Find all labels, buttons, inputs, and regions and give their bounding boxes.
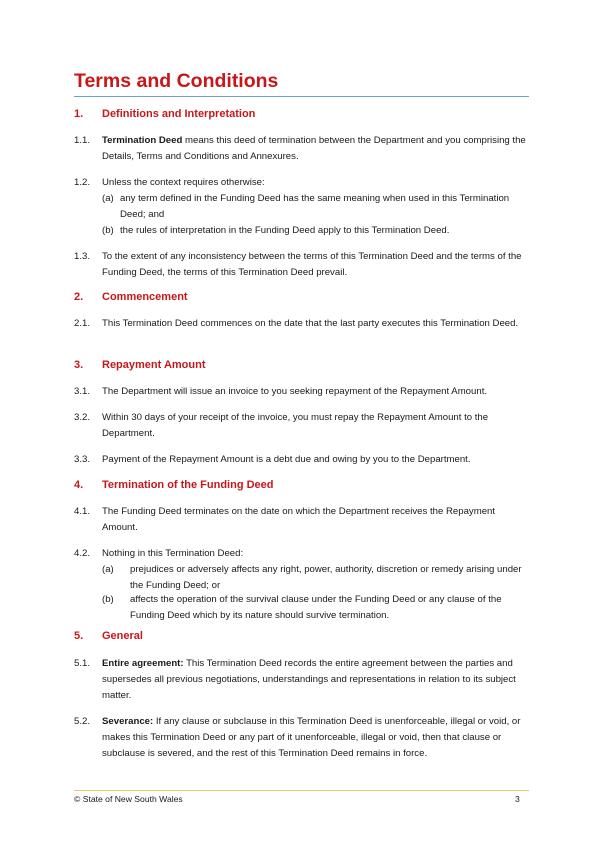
subclause-4-2-b bbox=[102, 592, 528, 624]
clause-2-1 bbox=[74, 316, 530, 332]
subclause-4-2-a bbox=[102, 562, 528, 594]
clause-number: 5.1. bbox=[74, 658, 91, 669]
footer-copyright: © State of New South Wales bbox=[74, 794, 183, 804]
subclause-number: (a) bbox=[102, 564, 114, 575]
clause-text: Unless the context requires otherwise: bbox=[102, 177, 265, 188]
clause-text: The Funding Deed terminates on the date on which the Department receives the Repayment Amount. bbox=[102, 506, 496, 533]
subclause-1-2-a bbox=[102, 191, 522, 223]
subclause-text: affects the operation of the survival clause under the Funding Deed or any clause of the Funding Deed which by its nature should survive termination. bbox=[130, 594, 502, 621]
subclause-text: prejudices or adversely affects any right, power, authority, discretion or remedy arising under the Funding Deed; or bbox=[130, 564, 522, 591]
clause-text: Payment of the Repayment Amount is a debt due and owing by you to the Department. bbox=[102, 454, 471, 465]
clause-text: The Department will issue an invoice to you seeking repayment of the Repayment Amount. bbox=[102, 386, 488, 397]
section-number: 3. bbox=[74, 359, 84, 371]
clause-number: 4.2. bbox=[74, 548, 91, 559]
subclause-number: (b) bbox=[102, 594, 114, 605]
clause-text: If any clause or subclause in this Termination Deed is unenforceable, illegal or void, or makes this Termination Deed or any part of it unenforceable, illegal or void, then that clause or subclause is severed, and the rest of this Termination Deed remains in force. bbox=[102, 716, 521, 759]
clause-4-2 bbox=[74, 546, 530, 562]
section-title: Definitions and Interpretation bbox=[102, 108, 256, 120]
clause-text: Within 30 days of your receipt of the invoice, you must repay the Repayment Amount to the Department. bbox=[102, 412, 489, 439]
defined-term: Termination Deed bbox=[102, 135, 183, 146]
subclause-1-2-b bbox=[102, 223, 522, 239]
page-title: Terms and Conditions bbox=[74, 70, 279, 92]
section-number: 4. bbox=[74, 479, 84, 491]
section-number: 2. bbox=[74, 291, 84, 303]
clause-number: 2.1. bbox=[74, 318, 91, 329]
clause-1-2 bbox=[74, 175, 530, 191]
section-title: Commencement bbox=[102, 291, 188, 303]
subclause-number: (a) bbox=[102, 193, 114, 204]
section-title: General bbox=[102, 630, 143, 642]
clause-5-2 bbox=[74, 714, 530, 762]
clause-number: 5.2. bbox=[74, 716, 91, 727]
clause-lead-in: Entire agreement: bbox=[102, 658, 184, 669]
clause-number: 3.1. bbox=[74, 386, 91, 397]
section-number: 1. bbox=[74, 108, 84, 120]
subclause-text: any term defined in the Funding Deed has the same meaning when used in this Termination Deed; and bbox=[120, 193, 510, 220]
clause-number: 3.3. bbox=[74, 454, 91, 465]
clause-1-1 bbox=[74, 133, 530, 165]
clause-lead-in: Severance: bbox=[102, 716, 154, 727]
clause-number: 3.2. bbox=[74, 412, 91, 423]
section-title: Termination of the Funding Deed bbox=[102, 479, 274, 491]
footer-rule bbox=[74, 790, 529, 791]
clause-number: 1.3. bbox=[74, 251, 91, 262]
clause-number: 4.1. bbox=[74, 506, 91, 517]
clause-text: Nothing in this Termination Deed: bbox=[102, 548, 244, 559]
clause-number: 1.1. bbox=[74, 135, 91, 146]
clause-3-2 bbox=[74, 410, 530, 442]
clause-5-1 bbox=[74, 656, 530, 704]
clause-1-3 bbox=[74, 249, 530, 281]
title-rule bbox=[74, 96, 529, 97]
subclause-number: (b) bbox=[102, 225, 114, 236]
clause-number: 1.2. bbox=[74, 177, 91, 188]
clause-text: This Termination Deed commences on the date that the last party executes this Termination Deed. bbox=[102, 318, 519, 329]
section-title: Repayment Amount bbox=[102, 359, 206, 371]
subclause-text: the rules of interpretation in the Funding Deed apply to this Termination Deed. bbox=[120, 225, 450, 236]
footer-page-number: 3 bbox=[515, 794, 520, 804]
clause-text: To the extent of any inconsistency between the terms of this Termination Deed and the terms of the Funding Deed, the terms of this Termination Deed prevail. bbox=[102, 251, 522, 278]
section-number: 5. bbox=[74, 630, 84, 642]
clause-4-1 bbox=[74, 504, 530, 536]
clause-3-3 bbox=[74, 452, 530, 468]
clause-text: means this deed of termination between the Department and you comprising the Details, Terms and Conditions and Annexures. bbox=[102, 135, 526, 162]
clause-text: This Termination Deed records the entire agreement between the parties and supersedes all previous negotiations, understandings and representations in relation to its subject matter. bbox=[102, 658, 516, 701]
clause-3-1 bbox=[74, 384, 530, 400]
